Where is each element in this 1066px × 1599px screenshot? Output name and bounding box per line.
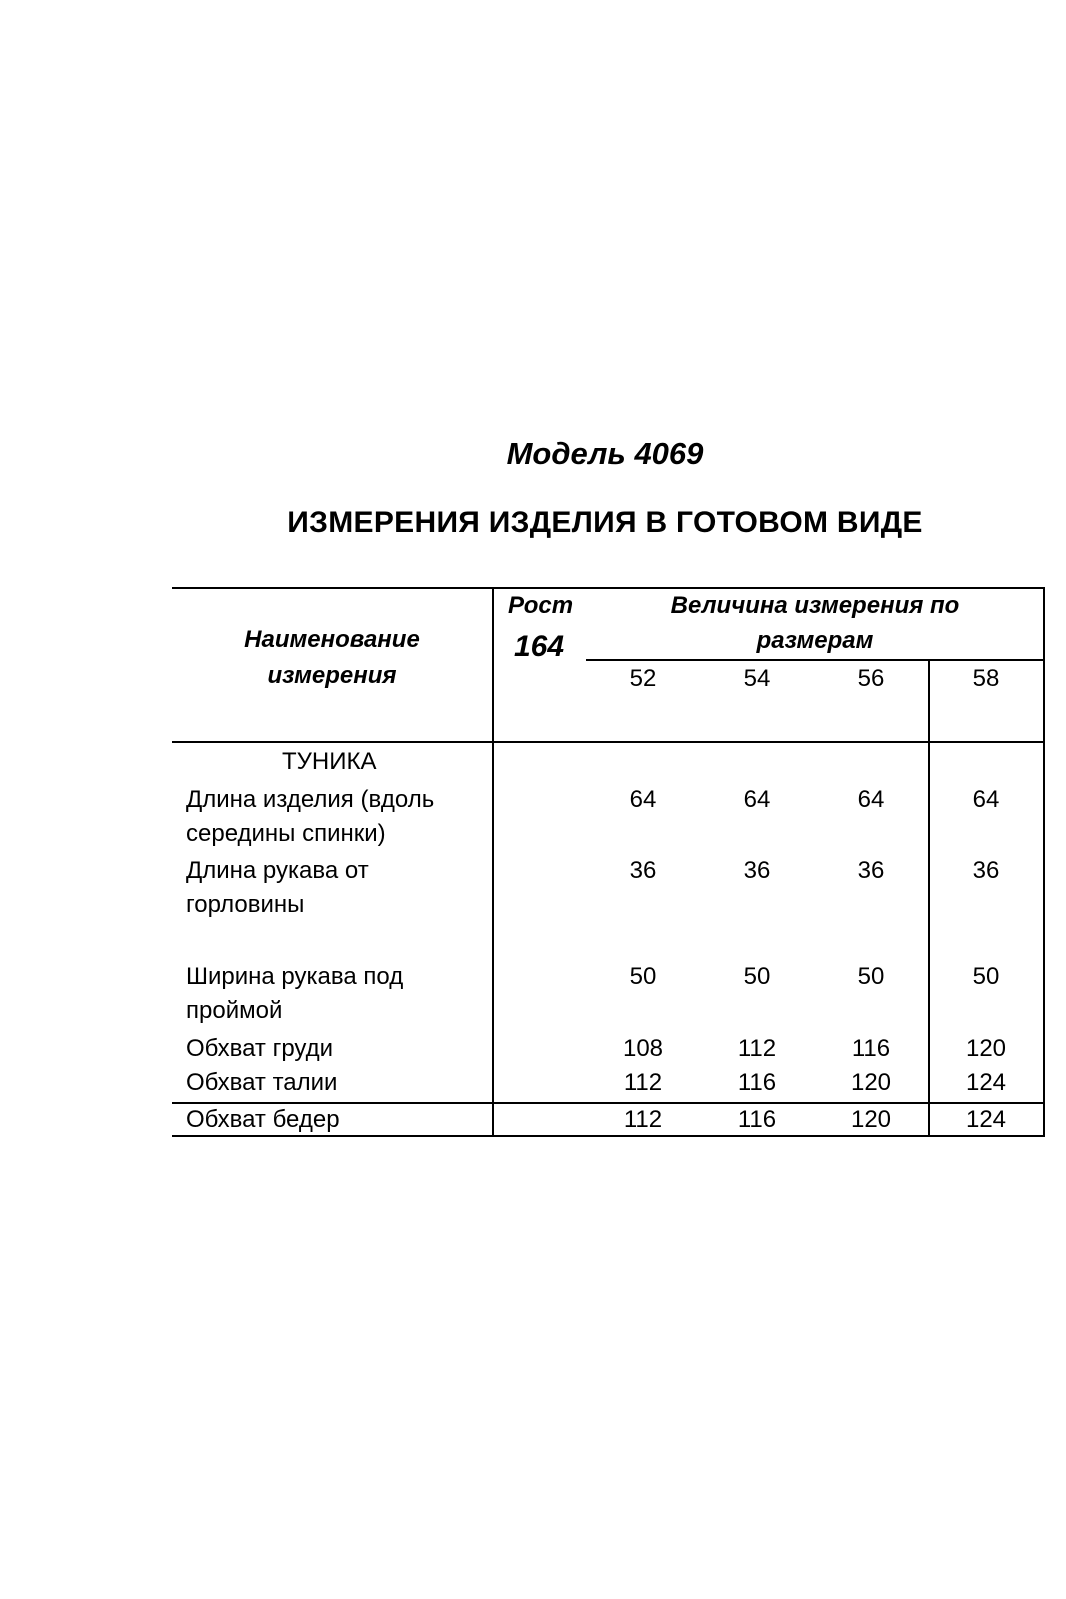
row-label-cont: середины спинки) xyxy=(186,820,386,847)
row-value: 50 xyxy=(629,963,657,990)
sizes-header-line1: Величина измерения по xyxy=(670,592,960,619)
section-title: ТУНИКА xyxy=(282,748,377,775)
row-value: 36 xyxy=(629,857,657,884)
row-label: Длина изделия (вдоль xyxy=(186,786,435,813)
row-value: 64 xyxy=(857,786,885,813)
row-label-cont: горловины xyxy=(186,891,305,918)
row-value: 50 xyxy=(743,963,771,990)
row-value: 36 xyxy=(857,857,885,884)
size-header-56: 56 xyxy=(857,665,885,692)
table-bottom-border xyxy=(172,1135,1045,1137)
height-label: Рост xyxy=(508,592,574,619)
sizes-header-line2: размерам xyxy=(756,627,874,654)
size-header-52: 52 xyxy=(629,665,657,692)
row-value: 116 xyxy=(737,1106,777,1133)
row-value: 112 xyxy=(623,1069,663,1096)
row-label: Обхват талии xyxy=(186,1069,338,1096)
row-value: 64 xyxy=(629,786,657,813)
table-top-border xyxy=(172,587,1045,589)
row-value: 124 xyxy=(965,1106,1007,1133)
size-header-54: 54 xyxy=(743,665,771,692)
row-label: Обхват груди xyxy=(186,1035,334,1062)
table-header-bottom-border xyxy=(172,741,1045,743)
name-header-line1: Наименование xyxy=(244,626,420,653)
height-value: 164 xyxy=(514,630,565,663)
row-label: Обхват бедер xyxy=(186,1106,340,1133)
row-value: 120 xyxy=(965,1035,1007,1062)
row-value: 116 xyxy=(851,1035,891,1062)
document-title: ИЗМЕРЕНИЯ ИЗДЕЛИЯ В ГОТОВОМ ВИДЕ xyxy=(287,506,923,539)
table-right-border xyxy=(1043,587,1045,1137)
row-value: 50 xyxy=(972,963,1000,990)
row-label: Длина рукава от xyxy=(186,857,369,884)
height-column-left-border xyxy=(492,587,494,1137)
row-value: 112 xyxy=(737,1035,777,1062)
row-value: 64 xyxy=(743,786,771,813)
row-value: 36 xyxy=(743,857,771,884)
row-value: 124 xyxy=(965,1069,1007,1096)
row-value: 120 xyxy=(850,1106,892,1133)
row-value: 120 xyxy=(850,1069,892,1096)
row-value: 112 xyxy=(623,1106,663,1133)
sizes-subheader-line xyxy=(586,659,1044,661)
row-label-cont: проймой xyxy=(186,997,283,1024)
model-title: Модель 4069 xyxy=(506,436,704,471)
row-value: 36 xyxy=(972,857,1000,884)
table-last-row-divider xyxy=(172,1102,1045,1104)
row-value: 116 xyxy=(737,1069,777,1096)
row-value: 108 xyxy=(622,1035,664,1062)
row-value: 64 xyxy=(972,786,1000,813)
name-header-line2: измерения xyxy=(267,662,397,689)
size-58-left-border xyxy=(928,660,930,1137)
row-value: 50 xyxy=(857,963,885,990)
row-label: Ширина рукава под xyxy=(186,963,404,990)
size-header-58: 58 xyxy=(972,665,1000,692)
